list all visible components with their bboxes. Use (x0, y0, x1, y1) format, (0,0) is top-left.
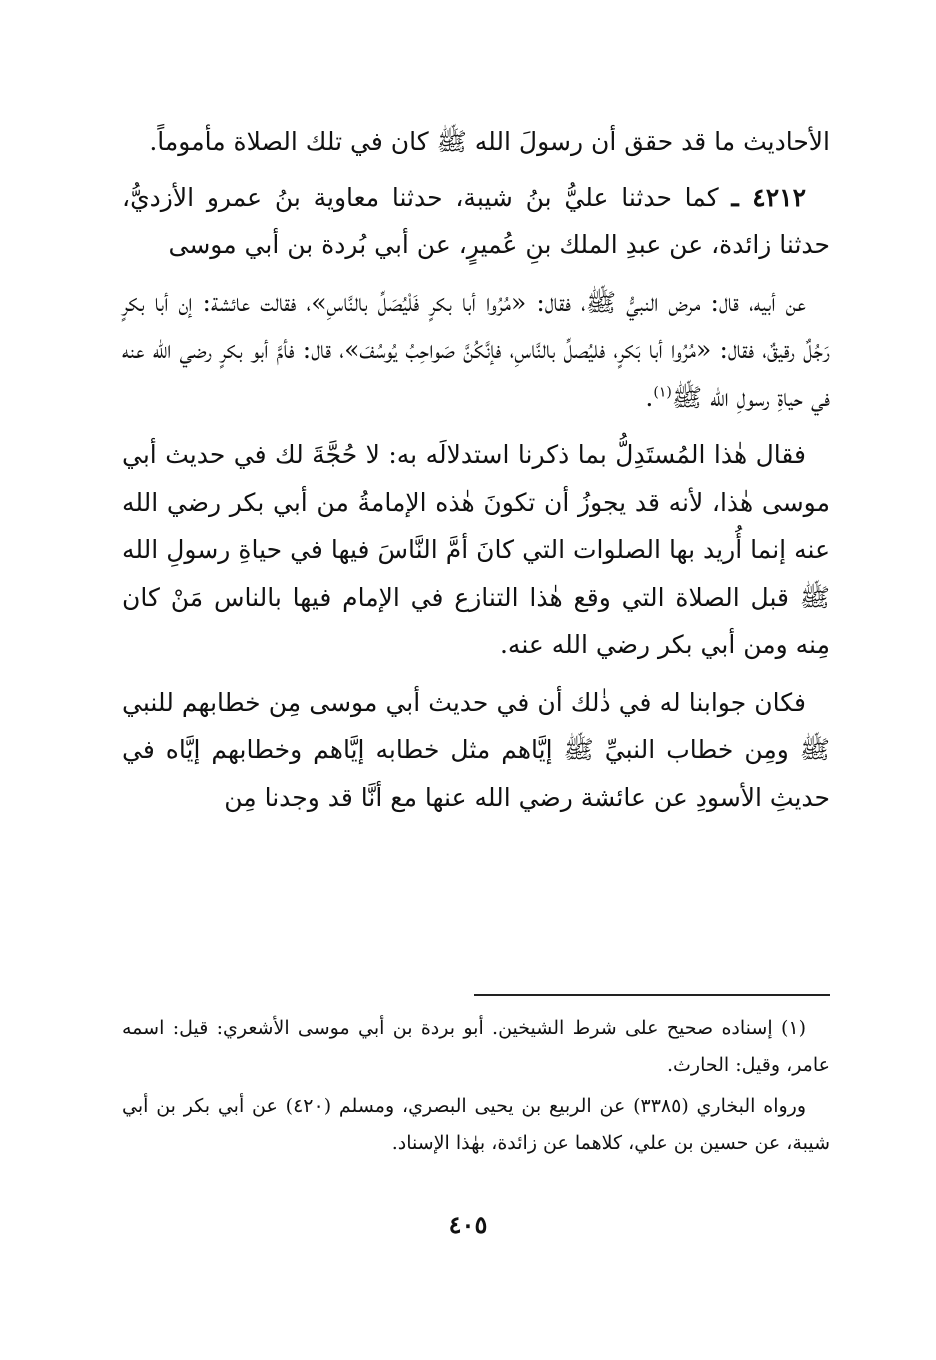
footnote-text: ورواه البخاري (٣٣٨٥) عن الربيع بن يحيى البصري، ومسلم (٤٢٠) عن أبي بكر بن أبي شيبة، عن حسين بن علي، كلاهما عن زائدة، بهٰذا الإسناد. (122, 1095, 830, 1155)
reply-paragraph (122, 679, 830, 822)
hadith-chain-text: كما حدثنا عليُّ بنُ شيبة، حدثنا معاوية بنُ عمرو الأزديُّ، حدثنا زائدة، عن عبدِ الملك بنِ عُميرٍ، عن أبي بُردة بن أبي موسى (122, 182, 830, 259)
footnote-separator (474, 994, 830, 996)
footnote-reference: (١) (653, 384, 672, 401)
argument-paragraph (122, 431, 830, 669)
reply-text: فكان جوابنا له في ذٰلك أن في حديث أبي موسى مِن خطابهم للنبي ﷺ ومِن خطاب النبيِّ ﷺ إيَّاهم مثل خطابه إيَّاهم وخطابهم إيَّاه في حديثِ الأسودِ عن عائشة رضي الله عنها مع أنَّا قد وجدنا مِن (122, 687, 830, 812)
hadith-matn-text: عن أبيه، قال: مرض النبيُّ ﷺ، فقال: «مُرُوا أبا بكرٍ فَلْيُصَلِّ بالنَّاسِ»، فقالت عائشة: إن أبا بكرٍ رَجُلٌ رقيقٌ، فقال: «مُرُوا أبا بَكرٍ، فليُصلِّ بالنَّاسِ، فإنَّكُنَّ صَواحِبُ يُوسُفَ»، قال: فأمَّ أبو بكرٍ رضي الله عنه في حياةِ رسولِ الله ﷺ (122, 287, 830, 412)
hadith-paragraph (122, 174, 830, 269)
paragraph-text: الأحاديث ما قد حقق أن رسولَ الله ﷺ كان في تلك الصلاة مأموماً. (149, 127, 830, 156)
paragraph-continuation (122, 118, 830, 166)
page-number: ٤٠٥ (448, 1210, 488, 1239)
footnote-text: (١) إسناده صحيح على شرط الشيخين. أبو بردة بن أبي موسى الأشعري: قيل: اسمه عامر، وقيل: الحارث. (122, 1017, 830, 1077)
footnote-1 (122, 1010, 830, 1084)
main-text (122, 118, 830, 821)
end-mark: . (645, 382, 654, 412)
footnotes (122, 1010, 830, 1162)
hadith-number: ٤٢١٢ ـ (731, 182, 806, 212)
hadith-matn-paragraph (122, 279, 830, 422)
footnote-2 (122, 1088, 830, 1162)
argument-text: فقال هٰذا المُستَدِلُّ بما ذكرنا استدلالَه به: لا حُجَّةَ لك في حديث أبي موسى هٰذا، لأنه قد يجوزُ أن تكونَ هٰذه الإمامةُ من أبي بكر رضي الله عنه إنما أُريد بها الصلوات التي كانَ أمَّ النَّاسَ فيها في حياةِ رسولِ الله ﷺ قبل الصلاة التي وقع هٰذا التنازع في الإمام فيها بالناس مَنْ كان مِنه ومن أبي بكر رضي الله عنه. (122, 440, 830, 659)
